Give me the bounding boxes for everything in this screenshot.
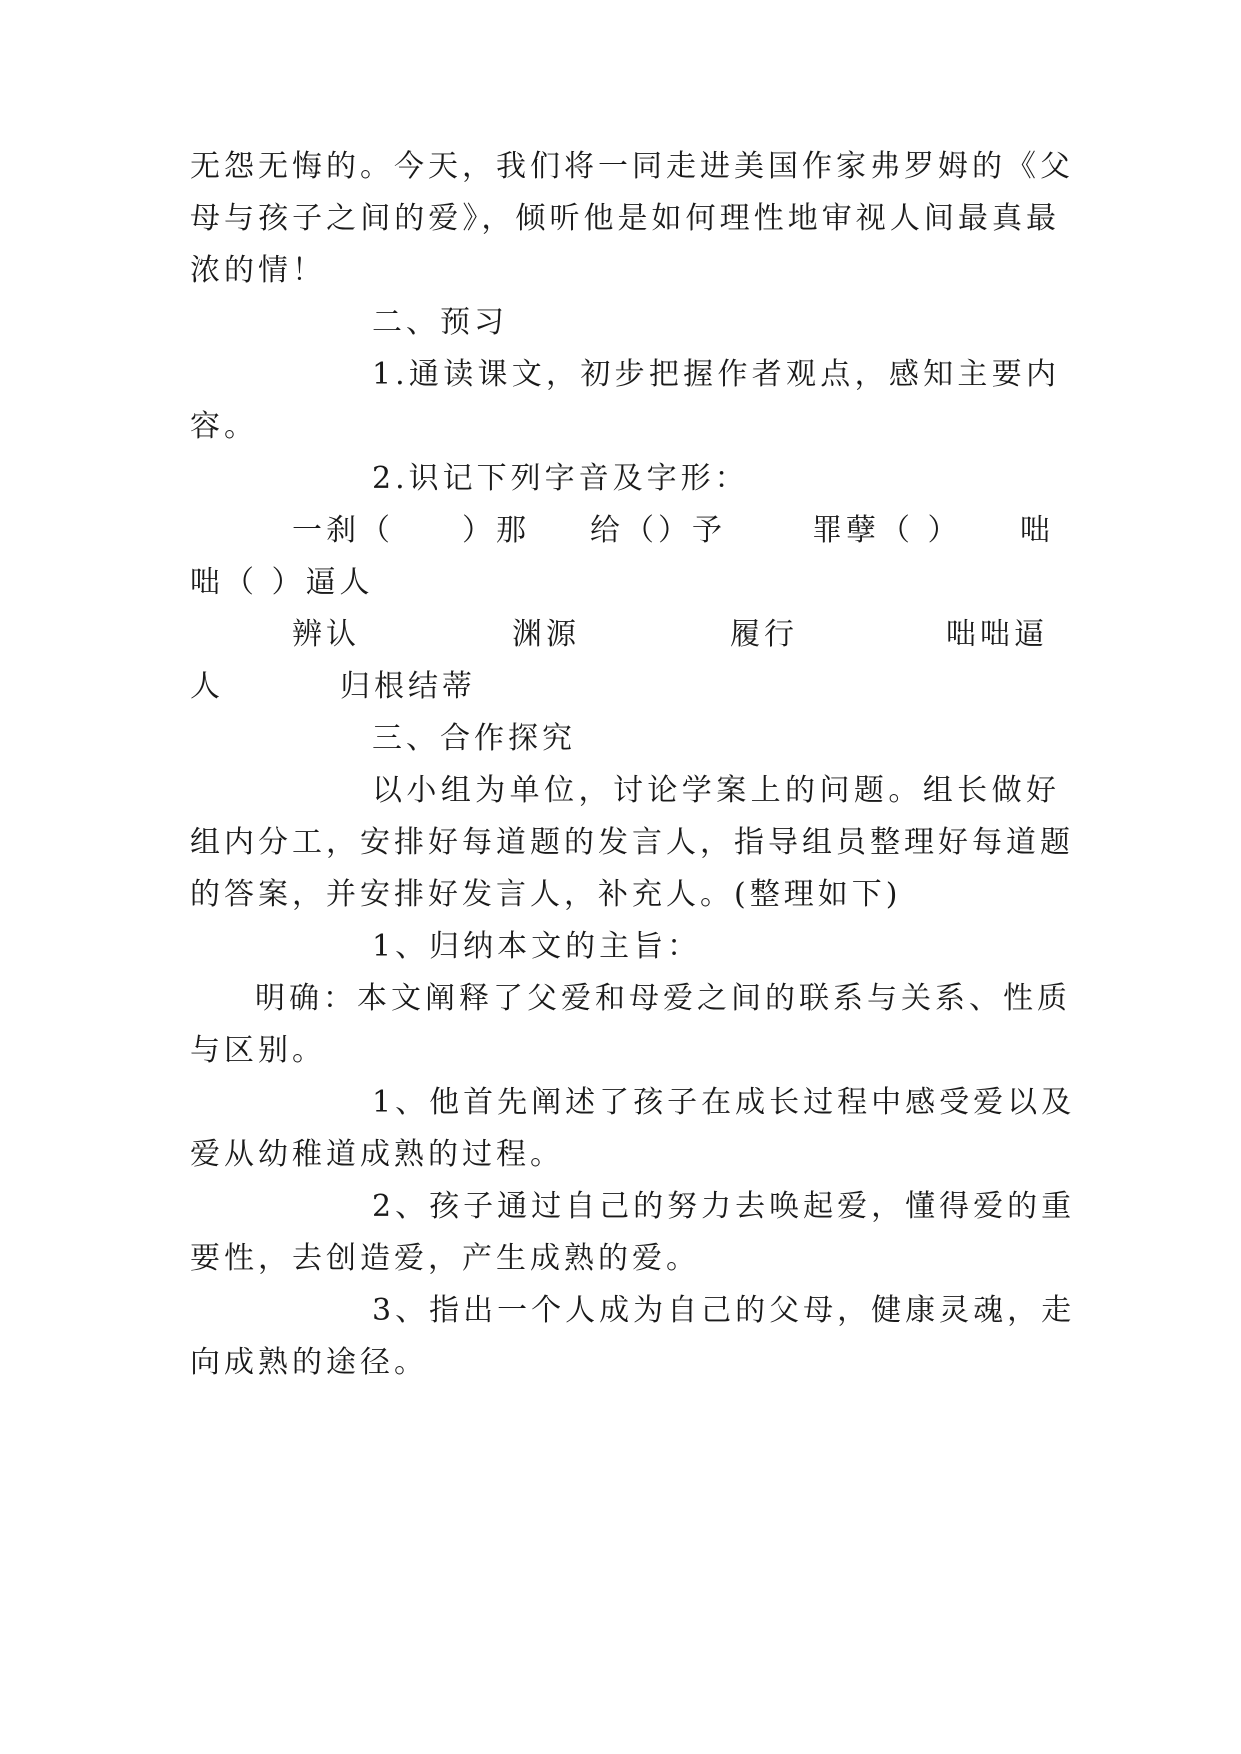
point-2-line-2: 要性，去创造爱，产生成熟的爱。 [190, 1241, 700, 1276]
vocab-word-4-cont: 人 [190, 669, 224, 704]
vocab-word-1: 辨认 [292, 617, 360, 652]
intro-line-3: 浓的情！ [190, 253, 326, 288]
vocab-word-3: 履行 [730, 617, 798, 652]
pinyin-word-4: 咄 [1020, 513, 1054, 548]
section3-heading: 三、合作探究 [372, 721, 576, 756]
vocab-word-2: 渊源 [512, 617, 580, 652]
point-3-line-1: 3、指出一个人成为自己的父母，健康灵魂，走 [372, 1293, 1076, 1328]
intro-line-2: 母与孩子之间的爱》，倾听他是如何理性地审视人间最真最 [190, 201, 1060, 236]
question-1: 1、归纳本文的主旨： [372, 929, 702, 964]
preview-item1-line2: 容。 [190, 409, 258, 444]
section2-heading: 二、预习 [372, 305, 508, 340]
section3-intro-line-1: 以小组为单位，讨论学案上的问题。组长做好 [372, 773, 1060, 808]
preview-item2: 2.识记下列字音及字形： [372, 461, 749, 496]
answer-line-1: 明确：本文阐释了父爱和母爱之间的联系与关系、性质 [255, 981, 1071, 1016]
intro-line-1: 无怨无悔的。今天，我们将一同走进美国作家弗罗姆的《父 [190, 149, 1074, 184]
section3-intro-line-2: 组内分工，安排好每道题的发言人，指导组员整理好每道题 [190, 825, 1074, 860]
pinyin-word-3: 罪孽（ ） [812, 513, 962, 548]
section3-intro-line-3: 的答案，并安排好发言人，补充人。(整理如下) [190, 877, 902, 912]
pinyin-word-2: 给（）予 [590, 513, 726, 548]
point-1-line-1: 1、他首先阐述了孩子在成长过程中感受爱以及 [372, 1085, 1076, 1120]
point-3-line-2: 向成熟的途径。 [190, 1345, 428, 1380]
vocab-word-5: 归根结蒂 [340, 669, 476, 704]
preview-item1-line1: 1.通读课文，初步把握作者观点，感知主要内 [372, 357, 1060, 392]
vocab-word-4: 咄咄逼 [946, 617, 1048, 652]
pinyin-word-1: 一刹（ ）那 [292, 513, 530, 548]
point-1-line-2: 爱从幼稚道成熟的过程。 [190, 1137, 564, 1172]
point-2-line-1: 2、孩子通过自己的努力去唤起爱，懂得爱的重 [372, 1189, 1076, 1224]
answer-line-2: 与区别。 [190, 1033, 326, 1068]
pinyin-row-2: 咄（ ）逼人 [190, 565, 374, 600]
